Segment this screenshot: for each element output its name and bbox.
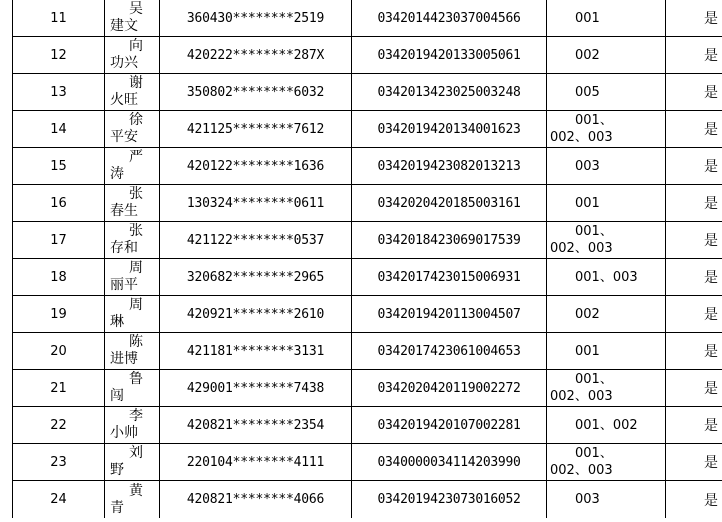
table-row	[13, 222, 722, 259]
data-table	[12, 0, 722, 518]
row-number: 15	[13, 148, 105, 185]
code-line-2: 002、003	[550, 130, 613, 145]
surname: 陈	[129, 334, 143, 350]
given-name: 存和	[110, 240, 138, 256]
code-cell	[547, 370, 666, 407]
account-number: 0342013423025003248	[352, 74, 547, 111]
id-number: 421181********3131	[160, 333, 352, 370]
name-cell	[105, 370, 160, 407]
table-row	[13, 296, 722, 333]
name-cell	[105, 259, 160, 296]
given-name: 青	[110, 499, 124, 516]
status-flag: 是	[666, 407, 722, 444]
row-number: 17	[13, 222, 105, 259]
row-number: 19	[13, 296, 105, 333]
name-cell	[105, 74, 160, 111]
given-name: 春生	[110, 203, 138, 219]
id-number: 421122********0537	[160, 222, 352, 259]
data-table-container	[12, 0, 718, 522]
account-number: 0342019423082013213	[352, 148, 547, 185]
code-value: 001	[575, 195, 600, 211]
table-row	[13, 370, 722, 407]
status-flag: 是	[666, 259, 722, 296]
code-cell	[547, 0, 666, 37]
table-row	[13, 0, 722, 37]
account-number: 0342019420134001623	[352, 111, 547, 148]
given-name: 进博	[110, 351, 138, 367]
given-name: 丽平	[110, 277, 138, 293]
code-line-1: 001、	[575, 113, 613, 128]
surname: 向	[129, 38, 143, 54]
code-value: 001、002	[575, 417, 638, 433]
row-number: 16	[13, 185, 105, 222]
code-value: 003	[575, 492, 600, 507]
row-number: 21	[13, 370, 105, 407]
surname: 刘	[129, 445, 143, 461]
code-cell	[547, 148, 666, 185]
surname: 李	[129, 408, 143, 424]
code-line-2: 002、003	[550, 463, 613, 478]
table-row	[13, 333, 722, 370]
status-flag: 是	[666, 481, 722, 519]
code-cell	[547, 444, 666, 481]
account-number: 0342014423037004566	[352, 0, 547, 37]
table-row	[13, 407, 722, 444]
account-number: 0342020420119002272	[352, 370, 547, 407]
code-cell	[547, 111, 666, 148]
name-cell	[105, 481, 160, 519]
id-number: 421125********7612	[160, 111, 352, 148]
given-name: 火旺	[110, 92, 138, 108]
code-line-2: 002、003	[550, 241, 613, 256]
code-cell	[547, 37, 666, 74]
id-number: 360430********2519	[160, 0, 352, 37]
code-value: 005	[575, 84, 600, 100]
status-flag: 是	[666, 370, 722, 407]
row-number: 18	[13, 259, 105, 296]
id-number: 420921********2610	[160, 296, 352, 333]
code-line-2: 002、003	[550, 389, 613, 404]
account-number: 0342018423069017539	[352, 222, 547, 259]
table-body	[13, 0, 722, 518]
code-cell	[547, 296, 666, 333]
table-row	[13, 148, 722, 185]
name-cell	[105, 0, 160, 37]
id-number: 420821********2354	[160, 407, 352, 444]
id-number: 220104********4111	[160, 444, 352, 481]
surname: 黄	[129, 482, 143, 499]
account-number: 0340000034114203990	[352, 444, 547, 481]
status-flag: 是	[666, 148, 722, 185]
surname: 张	[129, 223, 143, 239]
status-flag: 是	[666, 444, 722, 481]
code-value: 002	[575, 47, 600, 63]
id-number: 130324********0611	[160, 185, 352, 222]
row-number: 14	[13, 111, 105, 148]
name-cell	[105, 296, 160, 333]
id-number: 420122********1636	[160, 148, 352, 185]
table-row	[13, 185, 722, 222]
row-number: 22	[13, 407, 105, 444]
code-value: 001	[575, 343, 600, 359]
code-line-1: 001、	[575, 372, 613, 387]
account-number: 0342017423015006931	[352, 259, 547, 296]
code-value: 001	[575, 10, 600, 26]
status-flag: 是	[666, 222, 722, 259]
id-number: 420821********4066	[160, 481, 352, 519]
name-cell	[105, 407, 160, 444]
given-name: 琳	[110, 314, 124, 330]
name-cell	[105, 37, 160, 74]
table-row	[13, 111, 722, 148]
code-line-1: 001、	[575, 446, 613, 461]
surname: 徐	[129, 112, 143, 128]
code-cell	[547, 481, 666, 519]
surname: 鲁	[129, 371, 143, 387]
account-number: 0342019420113004507	[352, 296, 547, 333]
account-number: 0342019420107002281	[352, 407, 547, 444]
given-name: 建文	[110, 18, 138, 34]
given-name: 平安	[110, 129, 138, 145]
status-flag: 是	[666, 333, 722, 370]
table-row	[13, 481, 722, 519]
given-name: 功兴	[110, 55, 138, 71]
given-name: 野	[110, 462, 124, 478]
row-number: 23	[13, 444, 105, 481]
code-cell	[547, 259, 666, 296]
table-row	[13, 444, 722, 481]
status-flag: 是	[666, 111, 722, 148]
status-flag: 是	[666, 74, 722, 111]
surname: 吴	[129, 1, 143, 17]
account-number: 0342019423073016052	[352, 481, 547, 519]
status-flag: 是	[666, 0, 722, 37]
name-cell	[105, 333, 160, 370]
surname: 严	[129, 149, 143, 165]
given-name: 小帅	[110, 425, 138, 441]
row-number: 11	[13, 0, 105, 37]
id-number: 420222********287X	[160, 37, 352, 74]
surname: 谢	[129, 75, 143, 91]
name-cell	[105, 222, 160, 259]
name-cell	[105, 148, 160, 185]
code-cell	[547, 222, 666, 259]
id-number: 350802********6032	[160, 74, 352, 111]
code-value: 003	[575, 158, 600, 174]
code-value: 002	[575, 306, 600, 322]
code-value: 001、003	[575, 269, 638, 285]
status-flag: 是	[666, 296, 722, 333]
account-number: 0342019420133005061	[352, 37, 547, 74]
surname: 周	[129, 260, 143, 276]
given-name: 闯	[110, 388, 124, 404]
code-cell	[547, 74, 666, 111]
name-cell	[105, 444, 160, 481]
surname: 周	[129, 297, 143, 313]
code-line-1: 001、	[575, 224, 613, 239]
account-number: 0342017423061004653	[352, 333, 547, 370]
name-cell	[105, 111, 160, 148]
row-number: 13	[13, 74, 105, 111]
table-row	[13, 37, 722, 74]
id-number: 429001********7438	[160, 370, 352, 407]
name-cell	[105, 185, 160, 222]
table-row	[13, 259, 722, 296]
status-flag: 是	[666, 185, 722, 222]
row-number: 24	[13, 481, 105, 519]
code-cell	[547, 333, 666, 370]
status-flag: 是	[666, 37, 722, 74]
given-name: 涛	[110, 166, 124, 182]
id-number: 320682********2965	[160, 259, 352, 296]
row-number: 20	[13, 333, 105, 370]
account-number: 0342020420185003161	[352, 185, 547, 222]
table-row	[13, 74, 722, 111]
row-number: 12	[13, 37, 105, 74]
code-cell	[547, 185, 666, 222]
code-cell	[547, 407, 666, 444]
surname: 张	[129, 186, 143, 202]
